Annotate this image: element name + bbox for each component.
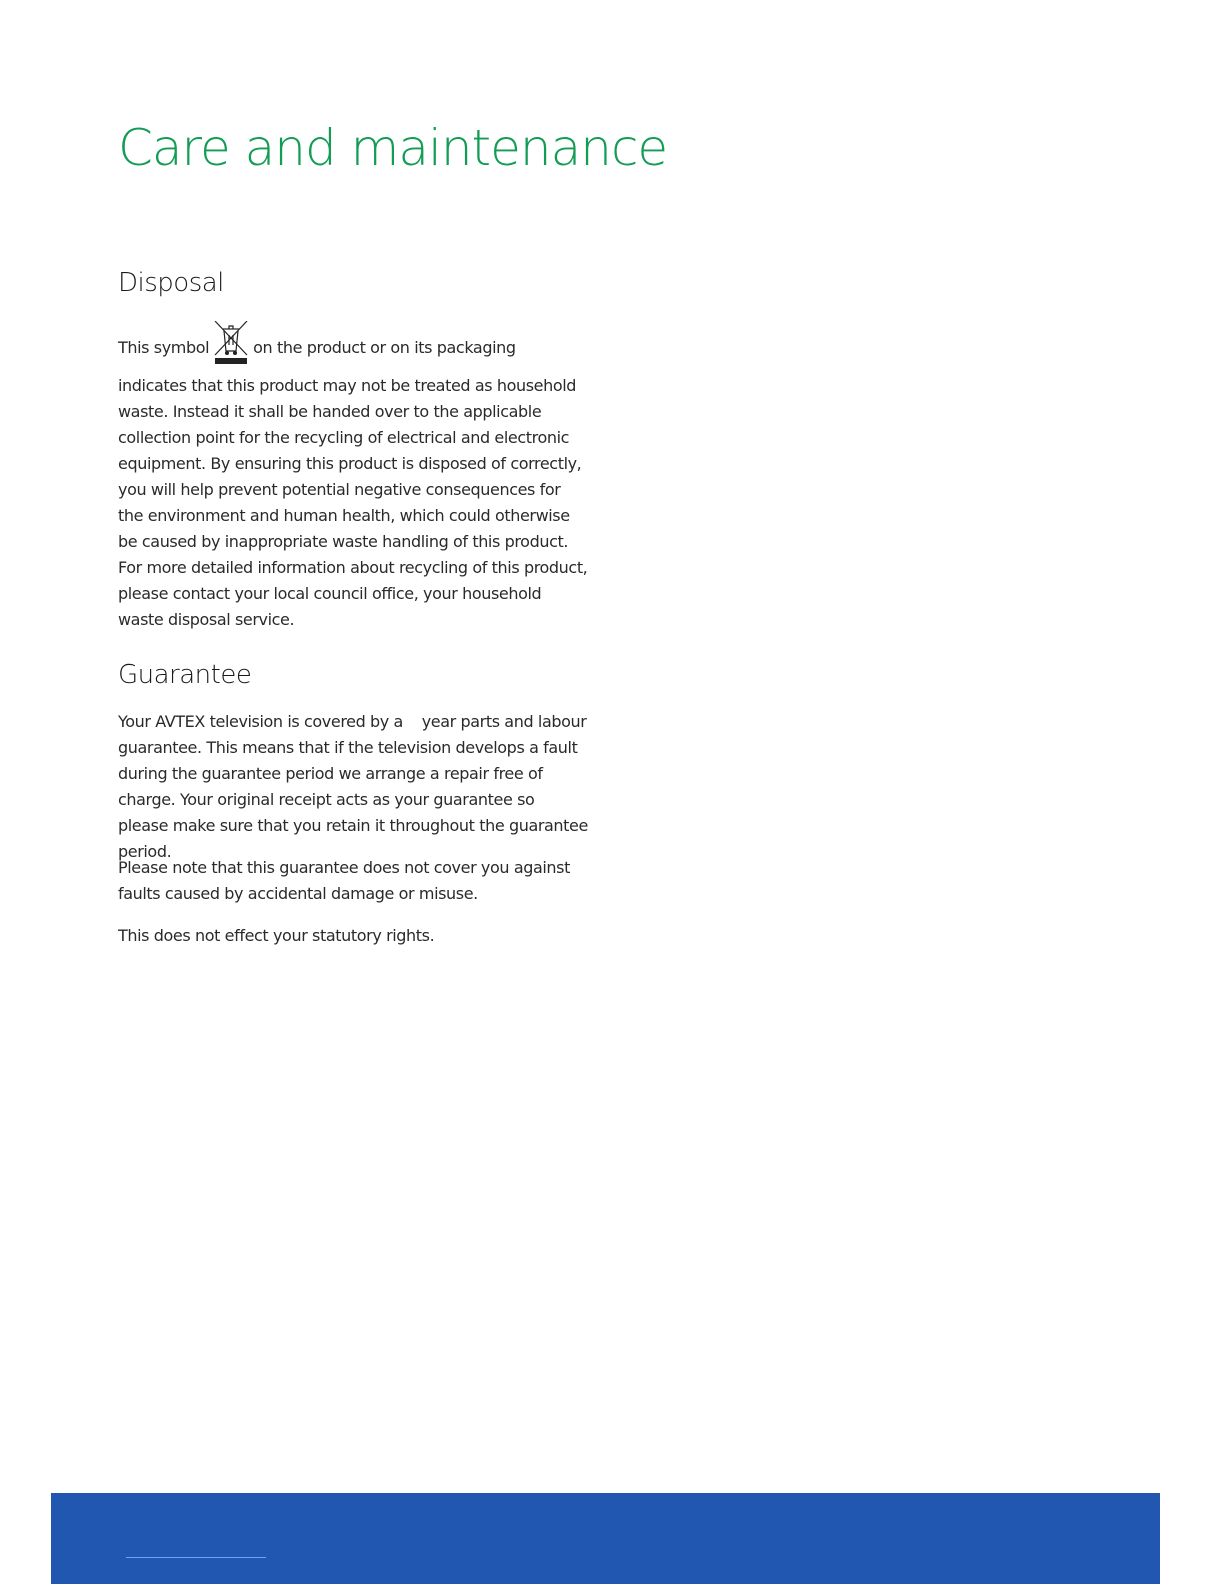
- guarantee-paragraph-1: Your AVTEX television is covered by a year parts and labour guarantee. This means that if the television develops a fault during the guarantee period we arrange a repair free of charge. Your original receipt acts as your guarantee so please make sure that you retain it throughout the guarantee period.: [118, 712, 593, 861]
- footer-rule: [126, 1557, 266, 1558]
- page-title: Care and maintenance: [118, 119, 668, 177]
- guarantee-heading: Guarantee: [118, 660, 252, 690]
- guarantee-paragraph-2: Please note that this guarantee does not cover you against faults caused by accidental damage or misuse.: [118, 858, 570, 903]
- disposal-text-after-icon: on the product or on its packaging indicates that this product may not be treated as household waste. Instead it shall be handed over to the applicable collection point for the recycling of electrical and electronic equipment. By ensuring this product is disposed of correctly, you will help prevent potential negative consequences for the environment and human health, which could otherwise be caused by inappropriate waste handling of this product. For more detailed information about recycling of this product, please contact your local council office, your household waste disposal service.: [118, 338, 588, 629]
- guarantee-paragraph-3: This does not effect your statutory rights.: [118, 926, 435, 945]
- disposal-text-before-icon: This symbol: [118, 338, 210, 357]
- weee-bin-icon: [213, 321, 249, 373]
- footer-band: [51, 1493, 1160, 1584]
- disposal-heading: Disposal: [118, 268, 224, 298]
- disposal-paragraph: [118, 321, 588, 633]
